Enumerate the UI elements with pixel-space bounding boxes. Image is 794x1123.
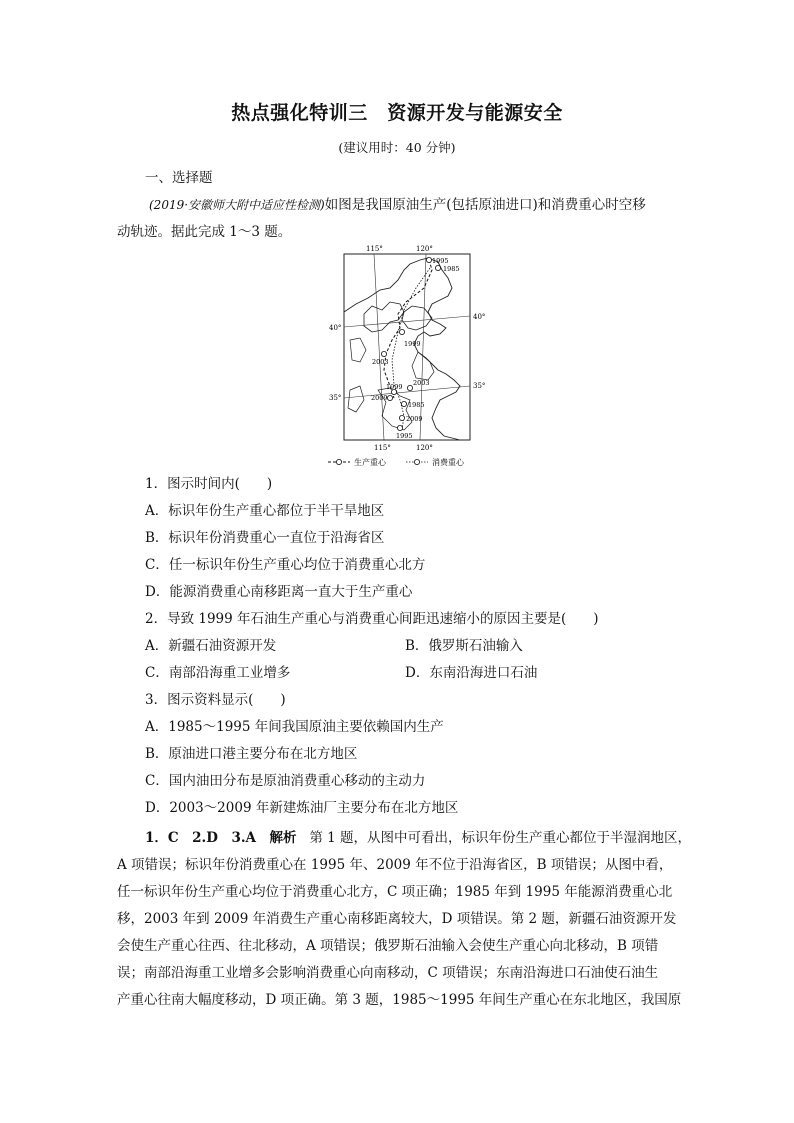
consumption-point-2003 — [407, 385, 412, 390]
production-point-1985 — [435, 265, 440, 270]
question-2-option-d: D．东南沿海进口石油 — [405, 665, 538, 681]
lon-label-120-top: 120° — [416, 245, 433, 253]
answer-line-2: A 项错误；标识年份消费重心在 1995 年、2009 年不位于沿海省区，B 项错误；从图中看， — [117, 857, 673, 873]
production-center-path — [384, 260, 432, 398]
lat-label-40-left: 40° — [329, 324, 342, 332]
legend-production: 生产重心 — [354, 458, 386, 467]
answer-line-6: 误；南部沿海重工业增多会影响消费重心向南移动，C 项错误；东南沿海进口石油使石油生 — [117, 965, 659, 981]
label-p2003: 2003 — [372, 358, 389, 366]
parallel-40 — [344, 316, 470, 327]
question-1-option-d: D．能源消费重心南移距离一直大于生产重心 — [145, 584, 413, 600]
label-c1995: 1995 — [396, 432, 413, 440]
answer-line-1 — [145, 826, 691, 846]
question-2-option-c: C．南部沿海重工业增多 — [145, 665, 291, 681]
answer-text-1: 第 1 题，从图中可看出，标识年份生产重心都位于半湿润地区， — [309, 830, 692, 846]
question-1-stem: 1．图示时间内( ) — [145, 476, 273, 492]
label-p1985: 1985 — [443, 265, 460, 273]
legend-consumption-symbol — [414, 459, 419, 464]
source-note: (2019·安徽师大附中适应性检测) — [149, 198, 325, 212]
meridian-115 — [374, 254, 384, 440]
legend-production-symbol — [336, 459, 341, 464]
question-2-option-b: B．俄罗斯石油输入 — [405, 638, 523, 654]
production-point-2003 — [381, 351, 386, 356]
answer-line-4: 移，2003 年到 2009 年消费生产重心南移距离较大，D 项错误。第 2 题，新疆石油资源开发 — [117, 911, 677, 927]
province-outline-f — [348, 386, 364, 412]
question-1-option-b: B．标识年份消费重心一直位于沿海省区 — [145, 530, 385, 546]
label-p1999: 1999 — [404, 340, 421, 348]
section-heading: 一、选择题 — [145, 170, 213, 186]
answer-line-5: 会使生产重心往西、往北移动，A 项错误；俄罗斯石油输入会使生产重心向北移动，B 项错 — [117, 938, 659, 954]
question-2-stem: 2．导致 1999 年石油生产重心与消费重心间距迅速缩小的原因主要是( ) — [145, 611, 599, 627]
suggested-time: (建议用时：40 分钟) — [338, 140, 456, 155]
lat-label-35-left: 35° — [329, 394, 342, 402]
question-2-option-a: A．新疆石油资源开发 — [145, 638, 277, 654]
consumption-point-2009b — [399, 415, 404, 420]
coastline — [344, 258, 460, 440]
question-3-option-a: A．1985～1995 年间我国原油主要依赖国内生产 — [145, 719, 444, 735]
consumption-point-2009 — [387, 395, 392, 400]
consumption-point-1995 — [397, 425, 402, 430]
province-outline-d — [412, 352, 434, 380]
lat-label-35-right: 35° — [473, 382, 486, 390]
legend-consumption: 消费重心 — [432, 458, 464, 467]
lon-label-120-bottom: 120° — [416, 444, 433, 452]
intro-line-1 — [149, 193, 646, 213]
answer-line-3: 任一标识年份生产重心均位于消费重心北方，C 项正确；1985 年到 1995 年能源消费重心北 — [117, 884, 673, 900]
question-1-option-a: A．标识年份生产重心都位于半干旱地区 — [145, 503, 385, 519]
question-3-option-b: B．原油进口港主要分布在北方地区 — [145, 746, 358, 762]
label-p1995: 1995 — [432, 257, 449, 265]
question-3-stem: 3．图示资料显示( ) — [145, 692, 286, 708]
consumption-point-1985 — [401, 401, 406, 406]
production-point-1995 — [426, 257, 431, 262]
question-1-option-c: C．任一标识年份生产重心均位于消费重心北方 — [145, 557, 426, 573]
province-outline-b — [402, 306, 432, 330]
production-point-1999 — [399, 329, 404, 334]
label-c1999: 1999 — [386, 383, 403, 391]
label-c1985: 1985 — [408, 401, 425, 409]
lon-label-115-top: 115° — [366, 245, 383, 253]
label-c2009: 2009 — [371, 394, 388, 402]
answer-key: 1．C 2.D 3.A 解析 — [145, 830, 297, 846]
question-3-option-d: D．2003～2009 年新建炼油厂主要分布在北方地区 — [145, 800, 459, 816]
lat-label-40-right: 40° — [473, 313, 486, 321]
label-c2009b: 2009 — [406, 415, 423, 423]
meridian-120 — [420, 254, 426, 440]
map-legend — [328, 457, 465, 467]
question-3-option-c: C．国内油田分布是原油消费重心移动的主动力 — [145, 773, 426, 789]
lon-label-115-bottom: 115° — [374, 444, 391, 452]
oil-center-map — [320, 240, 510, 468]
label-c2003: 2003 — [413, 379, 430, 387]
page-title: 热点强化特训三 资源开发与能源安全 — [231, 102, 563, 124]
province-outline-c — [350, 338, 366, 362]
answer-line-7: 产重心往南大幅度移动，D 项正确。第 3 题，1985～1995 年间生产重心在东北地区，我国原 — [117, 992, 682, 1008]
intro-line-2: 动轨迹。据此完成 1～3 题。 — [117, 224, 292, 240]
intro-text-1: 如图是我国原油生产(包括原油进口)和消费重心时空移 — [324, 197, 646, 213]
